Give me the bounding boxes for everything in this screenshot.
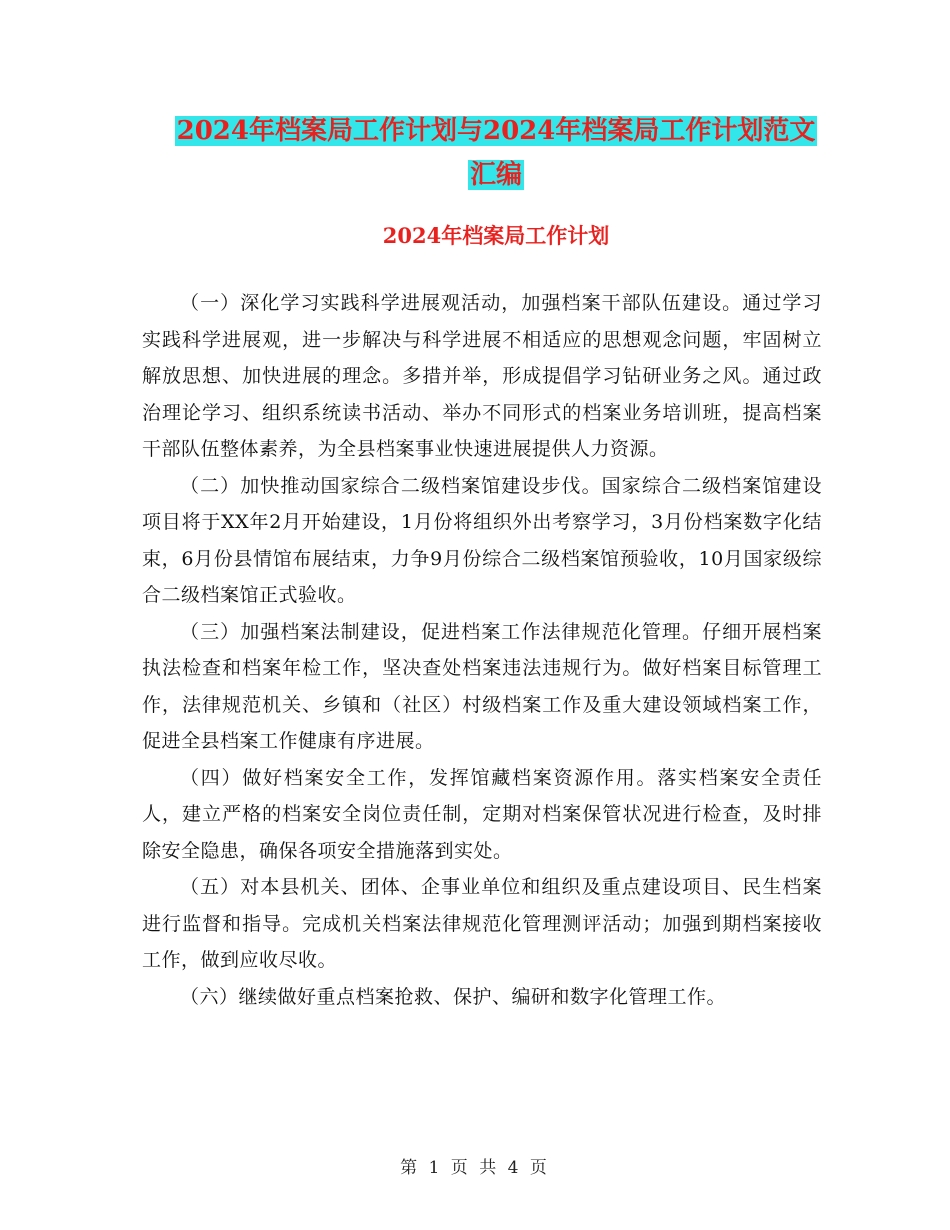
title-highlight-2: 汇编	[469, 160, 522, 190]
paragraph-1: （一）深化学习实践科学进展观活动，加强档案干部队伍建设。通过学习实践科学进展观，进一步解决与科学进展不相适应的思想观念问题，牢固树立解放思想、加快进展的理念。多措并举，形成提倡学习钻研业务之风。通过政治理论学习、组织系统读书活动、举办不同形式的档案业务培训班，提高档案干部队伍整体素养，为全县档案事业快速进展提供人力资源。	[142, 292, 822, 460]
paragraph-6: （六）继续做好重点档案抢救、保护、编研和数字化管理工作。	[180, 985, 727, 1008]
document-title-line-1	[140, 108, 852, 154]
document-body	[142, 285, 822, 1015]
title-highlight-1: 2024年档案局工作计划与2024年档案局工作计划范文	[176, 116, 816, 146]
page-number-footer: 第 1 页 共 4 页	[400, 1158, 550, 1178]
paragraph-4: （四）做好档案安全工作，发挥馆藏档案资源作用。落实档案安全责任人，建立严格的档案安全岗位责任制，定期对档案保管状况进行检查，及时排除安全隐患，确保各项安全措施落到实处。	[142, 766, 822, 862]
document-title-line-2	[140, 152, 852, 198]
section-title: 2024年档案局工作计划	[382, 223, 610, 248]
paragraph-2: （二）加快推动国家综合二级档案馆建设步伐。国家综合二级档案馆建设项目将于XX年2月开始建设，1月份将组织外出考察学习，3月份档案数字化结束，6月份县情馆布展结束，力争9月份综合二级档案馆预验收，10月国家级综合二级档案馆正式验收。	[142, 474, 822, 606]
paragraph-3: （三）加强档案法制建设，促进档案工作法律规范化管理。仔细开展档案执法检查和档案年检工作，坚决查处档案违法违规行为。做好档案目标管理工作，法律规范机关、乡镇和（社区）村级档案工作及重大建设领域档案工作，促进全县档案工作健康有序进展。	[142, 620, 822, 752]
paragraph-5: （五）对本县机关、团体、企事业单位和组织及重点建设项目、民生档案进行监督和指导。完成机关档案法律规范化管理测评活动；加强到期档案接收工作，做到应收尽收。	[142, 876, 822, 971]
